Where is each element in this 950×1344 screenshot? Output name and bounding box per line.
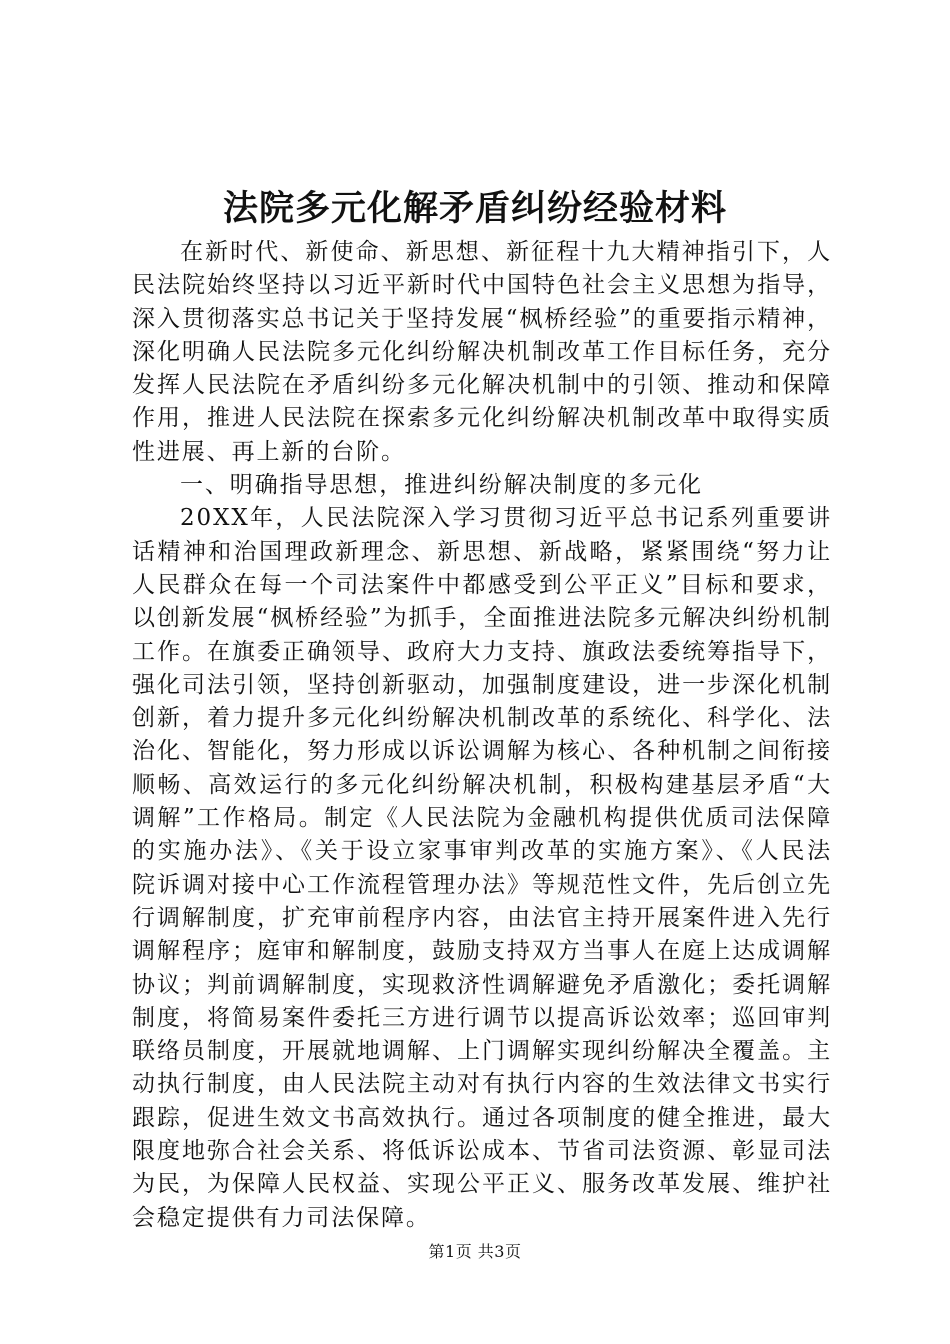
- section-paragraph: 20XX年，人民法院深入学习贯彻习近平总书记系列重要讲话精神和治国理政新理念、新思想、新战略，紧紧围绕“努力让人民群众在每一个司法案件中都感受到公平正义”目标和要求，以创新发展“枫桥经验”为抓手，全面推进法院多元解决纠纷机制工作。在旗委正确领导、政府大力支持、旗政法委统筹指导下，强化司法引领，坚持创新驱动，加强制度建设，进一步深化机制创新，着力提升多元化纠纷解决机制改革的系统化、科学化、法治化、智能化，努力形成以诉讼调解为核心、各种机制之间衔接顺畅、高效运行的多元化纠纷解决机制，积极构建基层矛盾“大调解”工作格局。制定《人民法院为金融机构提供优质司法保障的实施办法》、《关于设立家事审判改革的实施方案》、《人民法院诉调对接中心工作流程管理办法》等规范性文件，先后创立先行调解制度，扩充审前程序内容，由法官主持开展案件进入先行调解程序；庭审和解制度，鼓励支持双方当事人在庭上达成调解协议；判前调解制度，实现救济性调解避免矛盾激化；委托调解制度，将简易案件委托三方进行调节以提高诉讼效率；巡回审判联络员制度，开展就地调解、上门调解实现纠纷解决全覆盖。主动执行制度，由人民法院主动对有执行内容的生效法律文书实行跟踪，促进生效文书高效执行。通过各项制度的健全推进，最大限度地弥合社会关系、将低诉讼成本、节省司法资源、彰显司法为民，为保障人民权益、实现公平正义、服务改革发展、维护社会稳定提供有力司法保障。: [132, 505, 832, 1231]
- intro-paragraph: 在新时代、新使命、新思想、新征程十九大精神指引下，人民法院始终坚持以习近平新时代中国特色社会主义思想为指导，深入贯彻落实总书记关于坚持发展“枫桥经验”的重要指示精神，深化明确人民法院多元化纠纷解决机制改革工作目标任务，充分发挥人民法院在矛盾纠纷多元化解决机制中的引领、推动和保障作用，推进人民法院在探索多元化纠纷解决机制改革中取得实质性进展、再上新的台阶。: [132, 239, 832, 465]
- document-body: [132, 236, 832, 1235]
- section-heading: 一、明确指导思想，推进纠纷解决制度的多元化: [180, 472, 703, 499]
- document-title: 法院多元化解矛盾纠纷经验材料: [222, 188, 727, 229]
- page-number-footer: 第1页 共3页: [428, 1242, 522, 1261]
